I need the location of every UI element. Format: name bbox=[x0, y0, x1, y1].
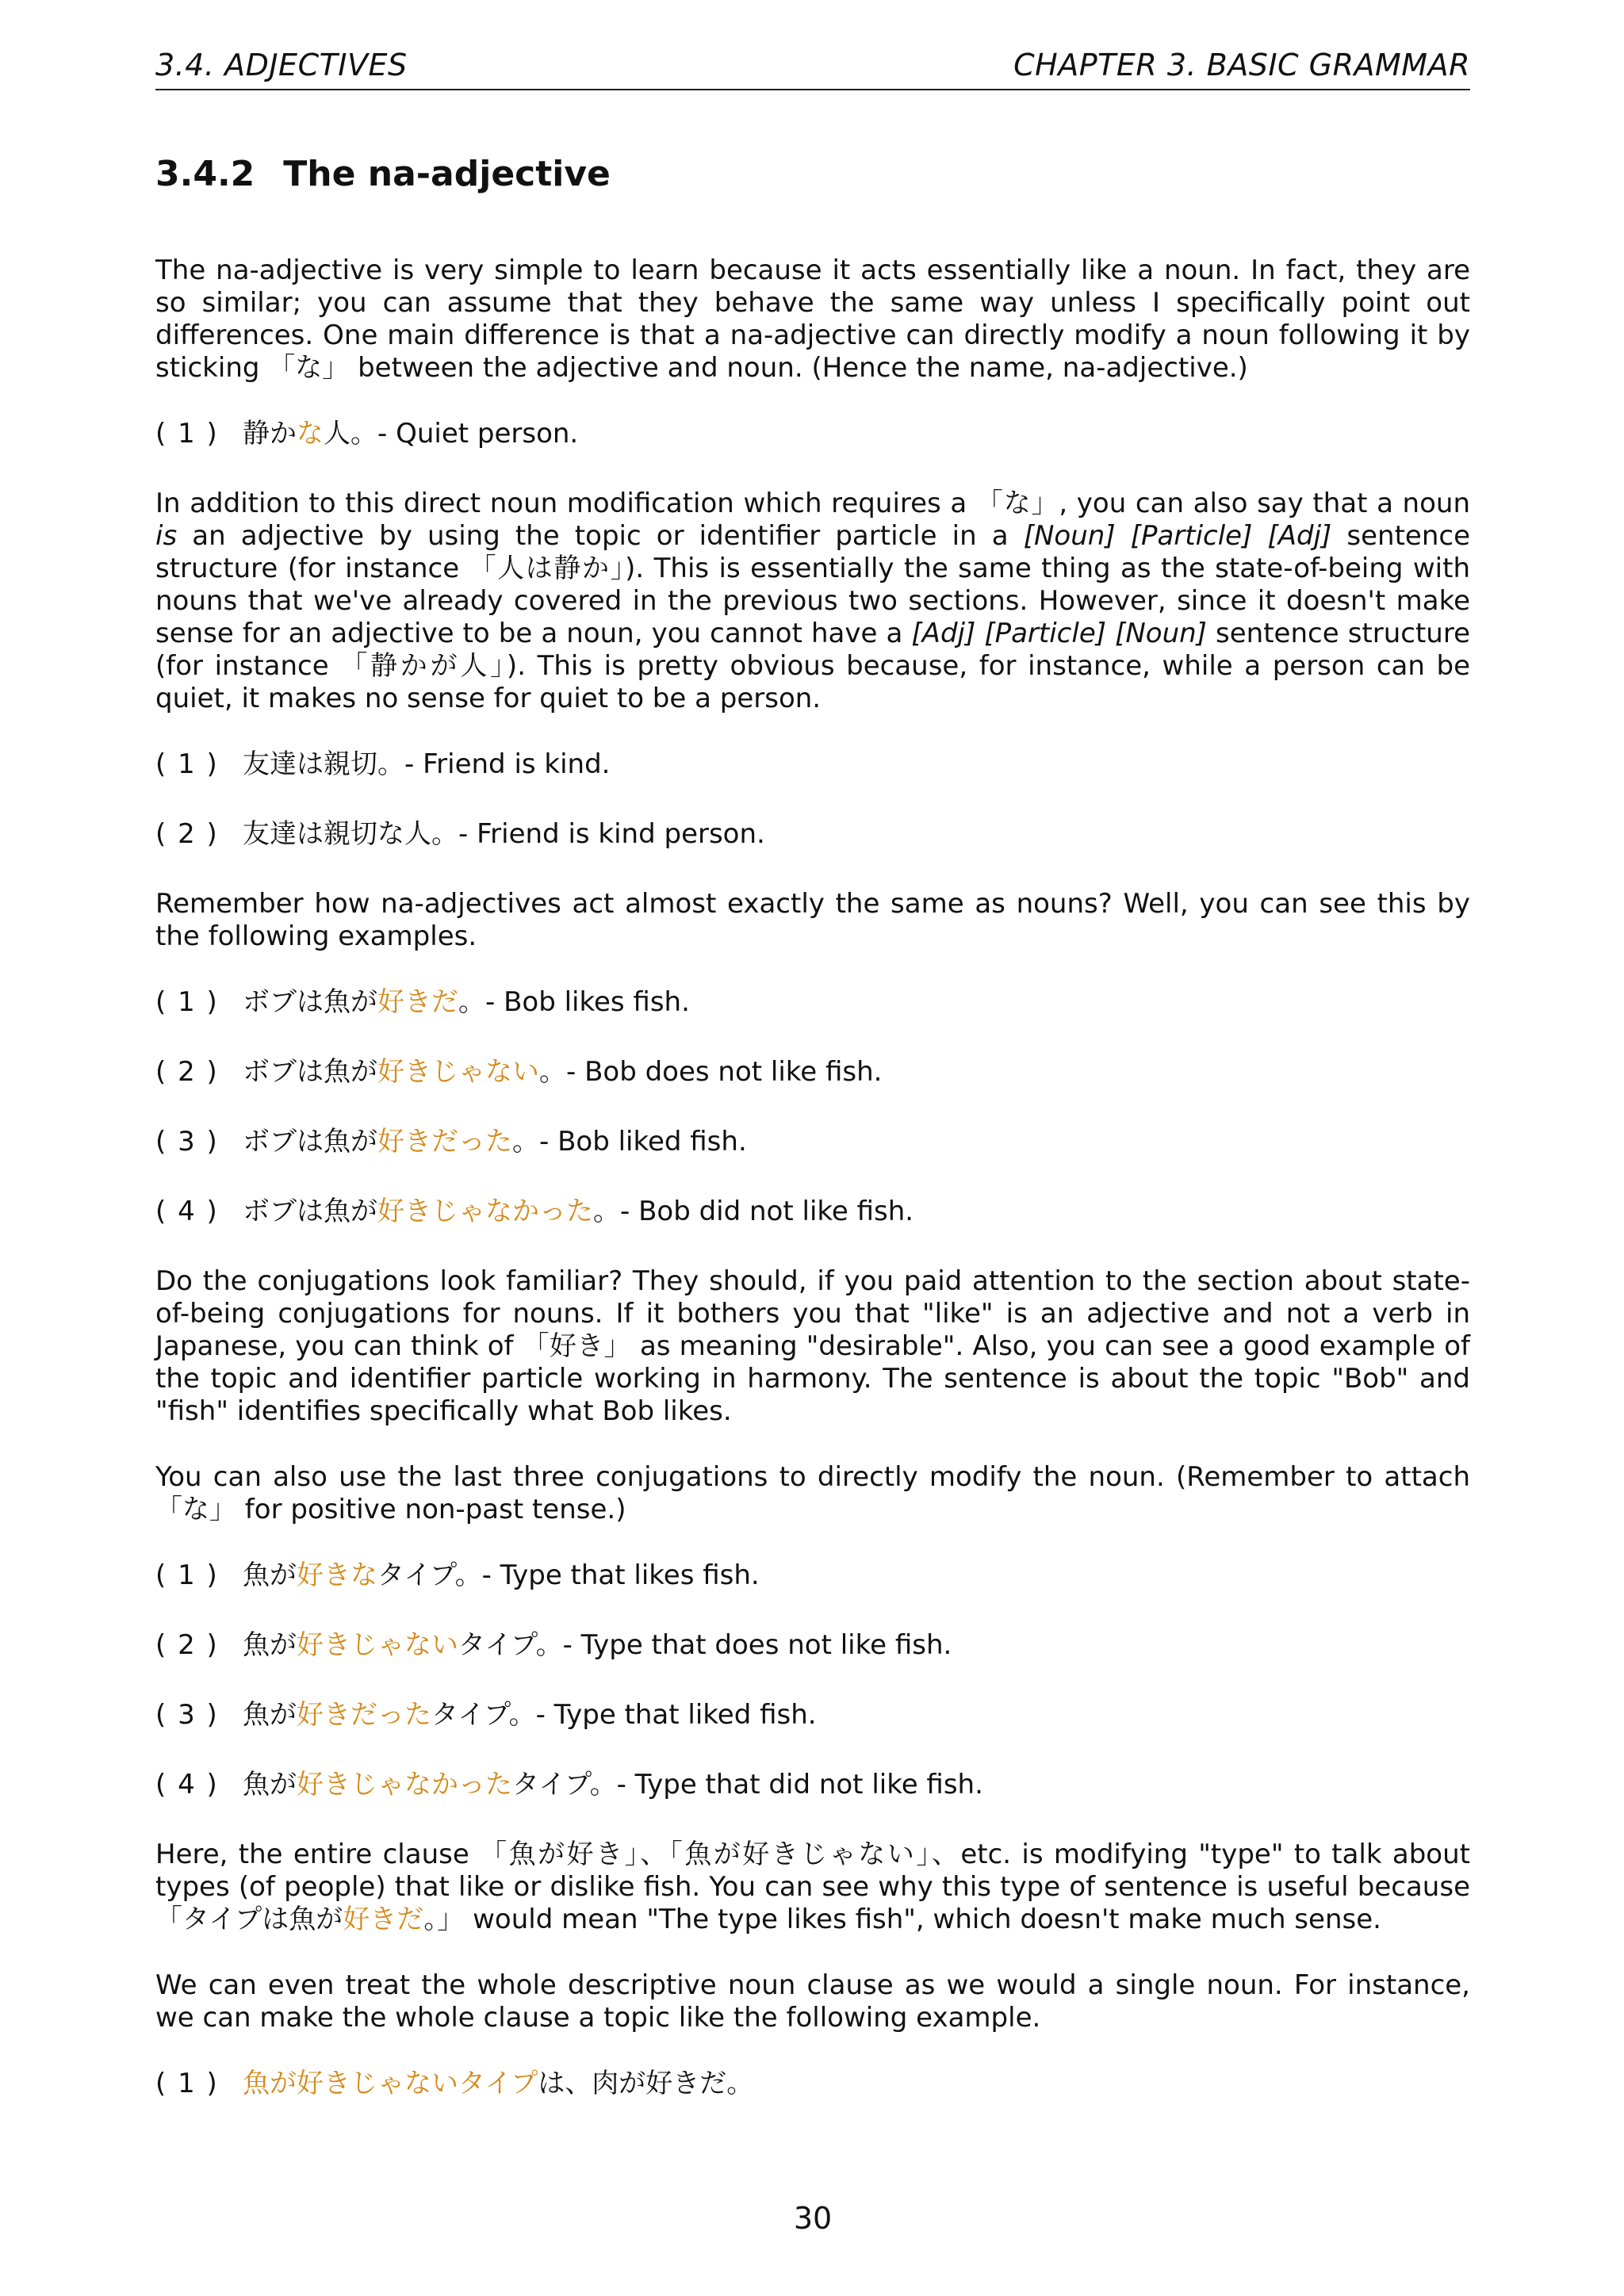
text-run: an adjective by using the topic or identifier particle in a bbox=[177, 520, 1024, 552]
text-run: We can even treat the whole descriptive noun clause as we would a single noun. For instance, we can make the whole clause a topic like the following example. bbox=[155, 1969, 1470, 2034]
paragraph bbox=[155, 888, 1470, 953]
text-run: ボブは魚が bbox=[243, 1196, 377, 1227]
section-number: 3.4.2 bbox=[155, 154, 255, 194]
example-item bbox=[155, 818, 1470, 851]
highlighted-text: 好きだった bbox=[297, 1699, 431, 1731]
document-page bbox=[155, 48, 1470, 2267]
highlighted-text: 好きじゃない bbox=[297, 1629, 458, 1661]
text-run: Here, the entire clause 「魚が好き」、「魚が好きじゃない」、etc. is modifying "type" to talk about types (of people) that like or dislike fish. You can see why this type of sentence is useful because 「タイプは魚が bbox=[155, 1839, 1470, 1935]
italic-text: is bbox=[155, 520, 178, 552]
highlighted-text: 好きだった bbox=[377, 1126, 512, 1158]
text-run: 魚が bbox=[243, 1629, 297, 1661]
example-sentence bbox=[243, 748, 610, 781]
text-run: 魚が bbox=[243, 1769, 297, 1800]
italic-text: [Noun] [Particle] [Adj] bbox=[1023, 520, 1332, 552]
example-number: ( 1 ) bbox=[155, 2068, 219, 2099]
text-run: タイプ。- Type that liked fish. bbox=[431, 1699, 817, 1731]
example-item bbox=[155, 1056, 1470, 1089]
header-right: CHAPTER 3. BASIC GRAMMAR bbox=[1013, 48, 1470, 82]
text-run: タイプ。- Type that does not like fish. bbox=[458, 1629, 952, 1661]
section-heading: The na-adjective bbox=[283, 154, 611, 194]
text-run: 友達は親切な人。- Friend is kind person. bbox=[243, 818, 765, 850]
text-run: ボブは魚が bbox=[243, 986, 377, 1018]
text-run: 。」 would mean "The type likes fish", which doesn't make much sense. bbox=[423, 1904, 1381, 1935]
text-run: 。- Bob likes fish. bbox=[458, 986, 690, 1018]
example-item bbox=[155, 1126, 1470, 1158]
example-item bbox=[155, 1629, 1470, 1662]
example-sentence bbox=[243, 418, 578, 450]
example-number: ( 1 ) bbox=[155, 1559, 219, 1591]
highlighted-text: 好きな bbox=[297, 1559, 377, 1591]
highlighted-text: 好きじゃなかった bbox=[377, 1196, 593, 1227]
text-run: ボブは魚が bbox=[243, 1056, 377, 1088]
text-run: 友達は親切。- Friend is kind. bbox=[243, 748, 611, 780]
text-run: タイプ。- Type that did not like fish. bbox=[512, 1769, 983, 1800]
paragraph bbox=[155, 254, 1470, 385]
text-run: The na-adjective is very simple to learn because it acts essentially like a noun. In fact, they are so similar; you can assume that they behave the same way unless I specifically point out differences. One main difference is that a na-adjective can directly modify a noun following it by sticking 「な」 between the adjective and noun. (Hence the name, na-adjective.) bbox=[155, 254, 1470, 384]
highlighted-text: 好きだ bbox=[343, 1904, 424, 1935]
example-number: ( 4 ) bbox=[155, 1769, 219, 1800]
text-run: タイプ。- Type that likes fish. bbox=[377, 1559, 760, 1591]
example-sentence bbox=[243, 1559, 760, 1592]
page-number: 30 bbox=[793, 2201, 833, 2236]
example-item bbox=[155, 748, 1470, 781]
example-number: ( 1 ) bbox=[155, 748, 219, 780]
text-run: 魚が bbox=[243, 1559, 297, 1591]
highlighted-text: な bbox=[297, 418, 324, 450]
text-run: sentence structure (for instance 「静かが人」). This is pretty obvious because, for instance, while a person can be quiet, it makes no sense for quiet to be a person. bbox=[155, 618, 1470, 714]
example-number: ( 2 ) bbox=[155, 818, 219, 850]
section-title bbox=[155, 154, 1470, 194]
text-run: 魚が bbox=[243, 1699, 297, 1731]
text-run: 。- Bob does not like fish. bbox=[539, 1056, 883, 1088]
example-number: ( 3 ) bbox=[155, 1126, 219, 1158]
running-header bbox=[155, 48, 1470, 90]
text-run: 静か bbox=[243, 418, 297, 450]
example-number: ( 4 ) bbox=[155, 1196, 219, 1227]
example-sentence bbox=[243, 818, 765, 851]
section-content bbox=[155, 254, 1470, 2100]
example-item bbox=[155, 1559, 1470, 1592]
paragraph bbox=[155, 1461, 1470, 1526]
example-sentence bbox=[243, 1196, 914, 1228]
paragraph bbox=[155, 488, 1470, 715]
highlighted-text: 好きじゃなかった bbox=[297, 1769, 512, 1800]
example-number: ( 1 ) bbox=[155, 418, 219, 450]
text-run: 。- Bob did not like fish. bbox=[593, 1196, 914, 1227]
example-sentence bbox=[243, 986, 690, 1019]
text-run: Remember how na-adjectives act almost exactly the same as nouns? Well, you can see this by the following examples. bbox=[155, 888, 1470, 952]
text-run: In addition to this direct noun modification which requires a 「な」, you can also say that a noun bbox=[155, 488, 1470, 519]
text-run: sentence structure (for instance 「人は静か」). This is essentially the same thing as the state-of-being with nouns that we've already covered in the previous two sections. However, since it doesn't make sense for an adjective to be a noun, you cannot have a bbox=[155, 520, 1470, 649]
example-sentence bbox=[243, 2068, 753, 2100]
text-run: 。- Bob liked fish. bbox=[512, 1126, 747, 1158]
text-run: ボブは魚が bbox=[243, 1126, 377, 1158]
example-number: ( 3 ) bbox=[155, 1699, 219, 1731]
italic-text: [Adj] [Particle] [Noun] bbox=[911, 618, 1207, 649]
text-run: Do the conjugations look familiar? They should, if you paid attention to the section about state-of-being conjugations for nouns. If it bothers you that "like" is an adjective and not a verb in Japanese, you can think of 「好き」 as meaning "desirable". Also, you can see a good example of the topic and identifier particle working in harmony. The sentence is about the topic "Bob" and "fish" identifies specifically what Bob likes. bbox=[155, 1265, 1470, 1427]
example-number: ( 2 ) bbox=[155, 1056, 219, 1088]
example-item bbox=[155, 1699, 1470, 1732]
text-run: You can also use the last three conjugations to directly modify the noun. (Remember to attach 「な」 for positive non-past tense.) bbox=[155, 1461, 1470, 1525]
text-run: は、肉が好きだ。 bbox=[538, 2068, 754, 2099]
paragraph bbox=[155, 1839, 1470, 1936]
example-sentence bbox=[243, 1699, 817, 1732]
highlighted-text: 好きじゃない bbox=[377, 1056, 539, 1088]
paragraph bbox=[155, 1265, 1470, 1428]
example-item bbox=[155, 1196, 1470, 1228]
example-sentence bbox=[243, 1126, 747, 1158]
highlighted-text: 好きだ bbox=[377, 986, 458, 1018]
example-sentence bbox=[243, 1769, 983, 1801]
example-sentence bbox=[243, 1056, 883, 1089]
example-number: ( 1 ) bbox=[155, 986, 219, 1018]
example-number: ( 2 ) bbox=[155, 1629, 219, 1661]
header-left: 3.4. ADJECTIVES bbox=[155, 48, 408, 82]
paragraph bbox=[155, 1969, 1470, 2034]
example-item bbox=[155, 1769, 1470, 1801]
text-run: 人。- Quiet person. bbox=[324, 418, 579, 450]
example-item bbox=[155, 986, 1470, 1019]
example-sentence bbox=[243, 1629, 952, 1662]
example-item bbox=[155, 418, 1470, 450]
example-item bbox=[155, 2068, 1470, 2100]
highlighted-text: 魚が好きじゃないタイプ bbox=[243, 2068, 538, 2099]
